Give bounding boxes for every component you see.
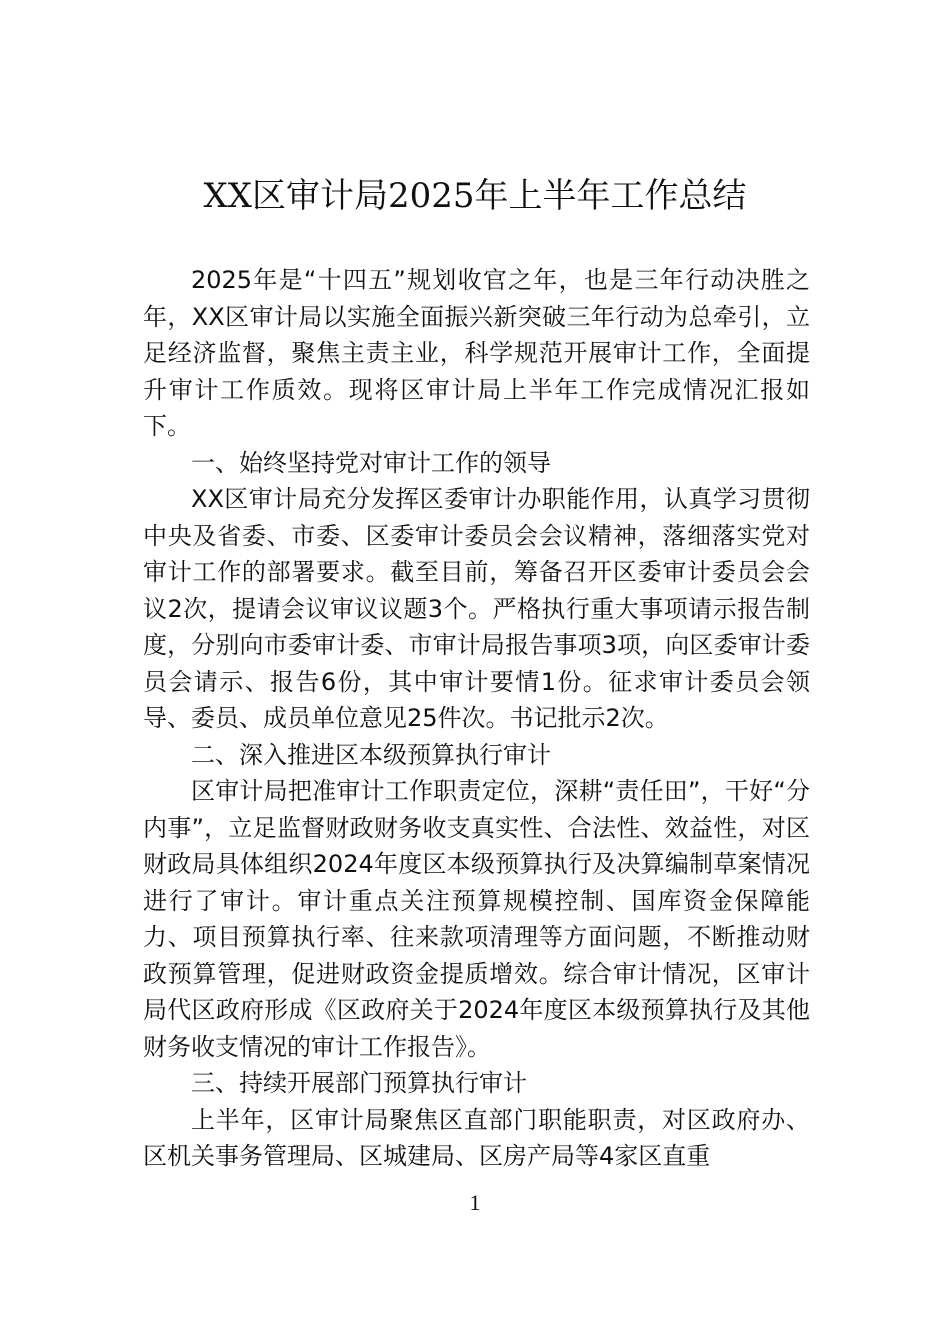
- section-heading-3: 三、持续开展部门预算执行审计: [191, 1069, 527, 1097]
- section-heading-1: 一、始终坚持党对审计工作的领导: [191, 448, 551, 477]
- document-title: XX区审计局2025年上半年工作总结: [203, 176, 747, 216]
- section-paragraph-2: 区审计局把准审计工作职责定位，深耕“责任田”，干好“分内事”，立足监督财政财务收支真实性、合法性、效益性，对区财政局具体组织2024年度区本级预算执行及决算编制草案情况进行了审计。审计重点关注预算规模控制、国库资金保障能力、项目预算执行率、往来款项清理等方面问题，不断推动财政预算管理，促进财政资金提质增效。综合审计情况，区审计局代区政府形成《区政府关于2024年度区本级预算执行及其他财务收支情况的审计工作报告》。: [143, 777, 810, 1061]
- section-heading-2: 二、深入推进区本级预算执行审计: [191, 740, 551, 769]
- intro-paragraph: 2025年是“十四五”规划收官之年，也是三年行动决胜之年，XX区审计局以实施全面振兴新突破三年行动为总牵引，立足经济监督，聚焦主责主业，科学规范开展审计工作，全面提升审计工作质效。现将区审计局上半年工作完成情况汇报如下。: [143, 266, 810, 440]
- page-number: 1: [469, 1190, 481, 1215]
- section-paragraph-3: 上半年，区审计局聚焦区直部门职能职责，对区政府办、区机关事务管理局、区城建局、区房产局等4家区直重: [143, 1105, 810, 1170]
- section-paragraph-1: XX区审计局充分发挥区委审计办职能作用，认真学习贯彻中央及省委、市委、区委审计委员会会议精神，落细落实党对审计工作的部署要求。截至目前，筹备召开区委审计委员会会议2次，提请会议审议议题3个。严格执行重大事项请示报告制度，分别向市委审计委、市审计局报告事项3项，向区委审计委员会请示、报告6份，其中审计要情1份。征求审计委员会领导、委员、成员单位意见25件次。书记批示2次。: [143, 485, 810, 732]
- document-body: [143, 262, 810, 1175]
